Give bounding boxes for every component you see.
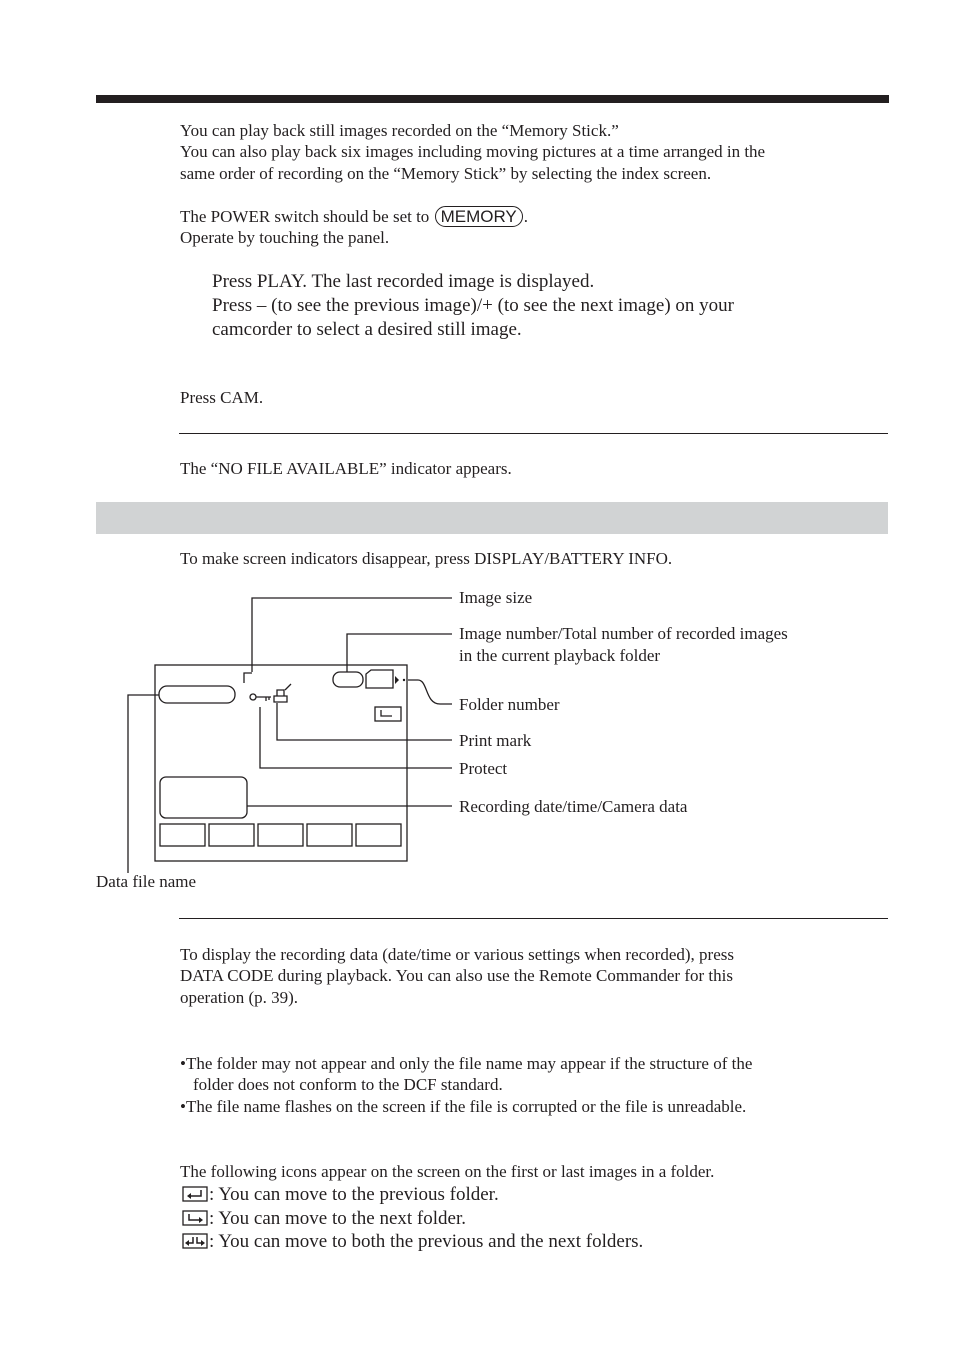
leader-image-size [252, 598, 452, 672]
screen-button-1 [160, 824, 205, 846]
data-code-line-2: DATA CODE during playback. You can also use the Remote Commander for this [180, 966, 733, 985]
next-folder-screen-icon [375, 707, 401, 721]
protect-icon [250, 694, 256, 700]
leader-image-number [347, 634, 452, 672]
label-folder-number: Folder number [459, 695, 560, 714]
previous-folder-text: : You can move to the previous folder. [209, 1184, 499, 1205]
step-2-line-1: Press – (to see the previous image)/+ (to see the next image) on your [212, 295, 734, 316]
leader-print-mark [277, 703, 452, 740]
step-1: Press PLAY. The last recorded image is displayed. [212, 271, 595, 292]
note-1-line-1: •The folder may not appear and only the file name may appear if the structure of the [180, 1054, 753, 1073]
lcd-screen-frame [155, 665, 407, 861]
label-image-size: Image size [459, 588, 533, 607]
intro-line-1: You can play back still images recorded on the “Memory Stick.” [180, 121, 619, 140]
leader-folder-number [408, 680, 452, 704]
divider-2 [179, 918, 888, 919]
folder-icon [366, 670, 393, 688]
screen-button-4 [307, 824, 352, 846]
next-folder-icon [182, 1210, 208, 1226]
intro-line-2: You can also play back six images including moving pictures at a time arranged in the [180, 142, 766, 161]
power-line-2: Operate by touching the panel. [180, 228, 390, 247]
note-1-line-2: folder does not conform to the DCF standard. [193, 1075, 503, 1094]
leader-protect [260, 707, 452, 768]
intro-line-3: same order of recording on the “Memory Stick” by selecting the index screen. [180, 164, 712, 183]
both-folders-icon [182, 1233, 208, 1249]
both-folders-text: : You can move to both the previous and the next folders. [209, 1231, 644, 1252]
memory-switch-label: MEMORY [435, 206, 523, 227]
label-print-mark: Print mark [459, 731, 532, 750]
label-image-number-2: in the current playback folder [459, 646, 661, 665]
power-suffix: . [523, 207, 529, 226]
label-recording-date: Recording date/time/Camera data [459, 797, 688, 816]
image-number-box [333, 672, 363, 687]
label-data-file-name: Data file name [96, 872, 197, 891]
indicators-text: To make screen indicators disappear, press DISPLAY/BATTERY INFO. [180, 549, 673, 568]
screen-button-5 [356, 824, 401, 846]
stop-text: Press CAM. [180, 388, 264, 407]
recording-data-box [160, 777, 247, 818]
previous-folder-icon [182, 1186, 208, 1202]
data-code-line-1: To display the recording data (date/time or various settings when recorded), press [180, 945, 734, 964]
note-2: •The file name flashes on the screen if the file is corrupted or the file is unreadable. [180, 1097, 747, 1116]
step-2-line-2: camcorder to select a desired still image. [212, 319, 522, 340]
data-code-line-3: operation (p. 39). [180, 988, 299, 1007]
screen-button-3 [258, 824, 303, 846]
screen-button-2 [209, 824, 254, 846]
data-file-name-box [159, 686, 235, 703]
power-prefix: The POWER switch should be set to [180, 207, 430, 226]
folder-icons-intro: The following icons appear on the screen on the first or last images in a folder. [180, 1162, 715, 1181]
next-folder-text: : You can move to the next folder. [209, 1208, 466, 1229]
print-mark-icon [274, 684, 291, 702]
label-image-number-1: Image number/Total number of recorded images [459, 624, 788, 643]
label-protect: Protect [459, 759, 508, 778]
image-size-mark [244, 673, 252, 683]
no-file-text: The “NO FILE AVAILABLE” indicator appears. [180, 459, 512, 478]
